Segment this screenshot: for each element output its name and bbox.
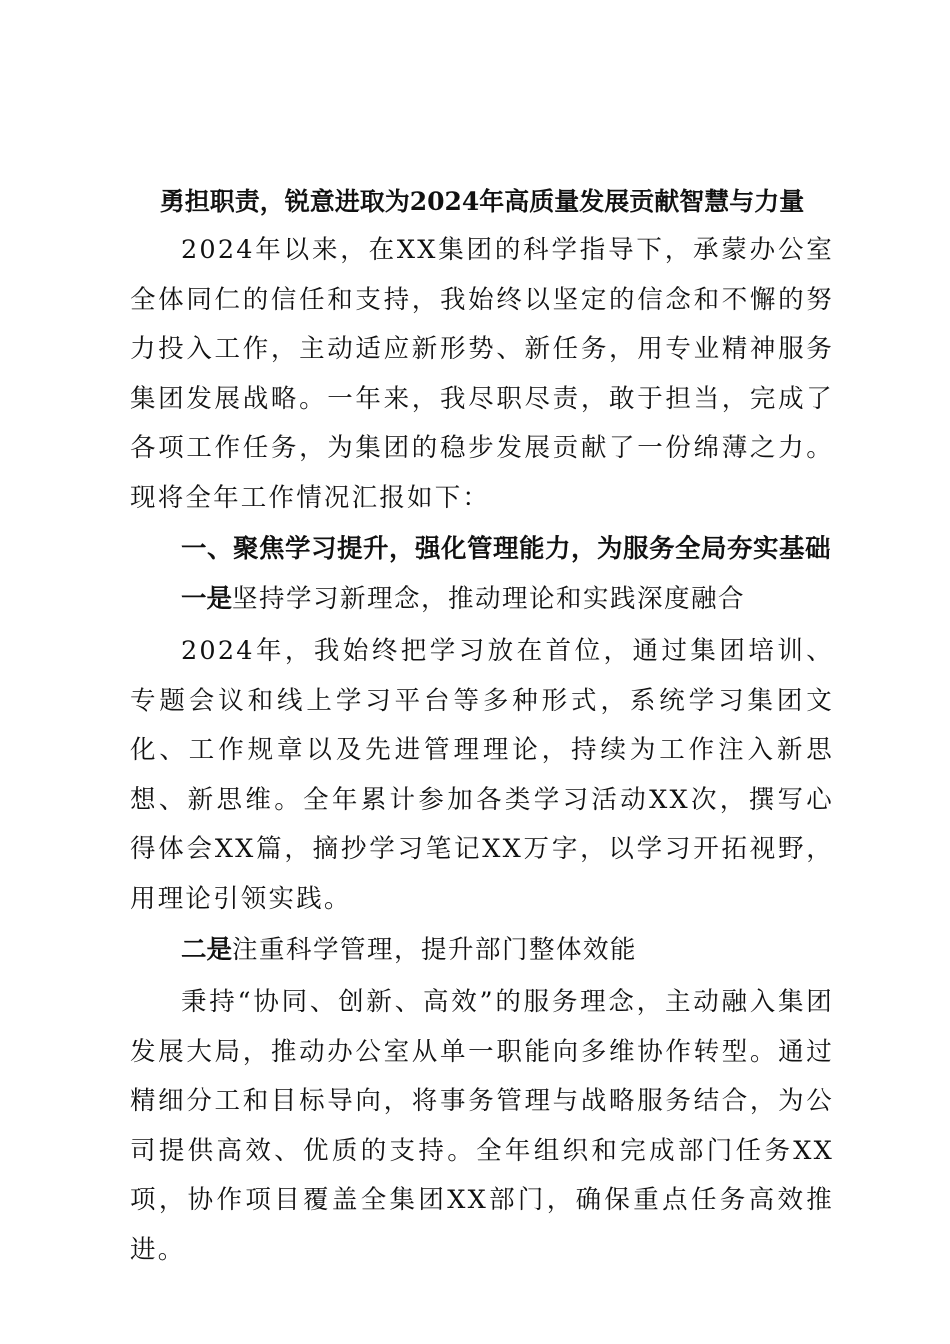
item-2-title: 注重科学管理，提升部门整体效能: [232, 935, 638, 965]
intro-paragraph: 2024年以来，在XX集团的科学指导下，承蒙办公室全体同仁的信任和支持，我始终以坚定的信念和不懈的努力投入工作，主动适应新形势、新任务，用专业精神服务集团发展战略。一年来，我尽职尽责，敢于担当，完成了各项工作任务，为集团的稳步发展贡献了一份绵薄之力。现将全年工作情况汇报如下：: [130, 235, 834, 513]
document-title: 勇担职责，锐意进取为2024年高质量发展贡献智慧与力量: [159, 187, 805, 216]
item-2-heading: [130, 926, 834, 974]
document-body: [130, 178, 834, 1275]
item-1-title: 坚持学习新理念，推动理论和实践深度融合: [232, 584, 746, 614]
item-1-heading: [130, 575, 834, 623]
item-2-lead: 二是: [181, 935, 233, 965]
item-1-lead: 一是: [181, 584, 233, 614]
item-1-paragraph: 2024年，我始终把学习放在首位，通过集团培训、专题会议和线上学习平台等多种形式，系统学习集团文化、工作规章以及先进管理理论，持续为工作注入新思想、新思维。全年累计参加各类学习活动XX次，撰写心得体会XX篇，摘抄学习笔记XX万字，以学习开拓视野，用理论引领实践。: [130, 636, 834, 914]
section-1-heading: 一、聚焦学习提升，强化管理能力，为服务全局夯实基础: [181, 534, 832, 564]
item-2-paragraph: 秉持“协同、创新、高效”的服务理念，主动融入集团发展大局，推动办公室从单一职能向多维协作转型。通过精细分工和目标导向，将事务管理与战略服务结合，为公司提供高效、优质的支持。全年组织和完成部门任务XX项，协作项目覆盖全集团XX部门，确保重点任务高效推进。: [130, 987, 834, 1265]
